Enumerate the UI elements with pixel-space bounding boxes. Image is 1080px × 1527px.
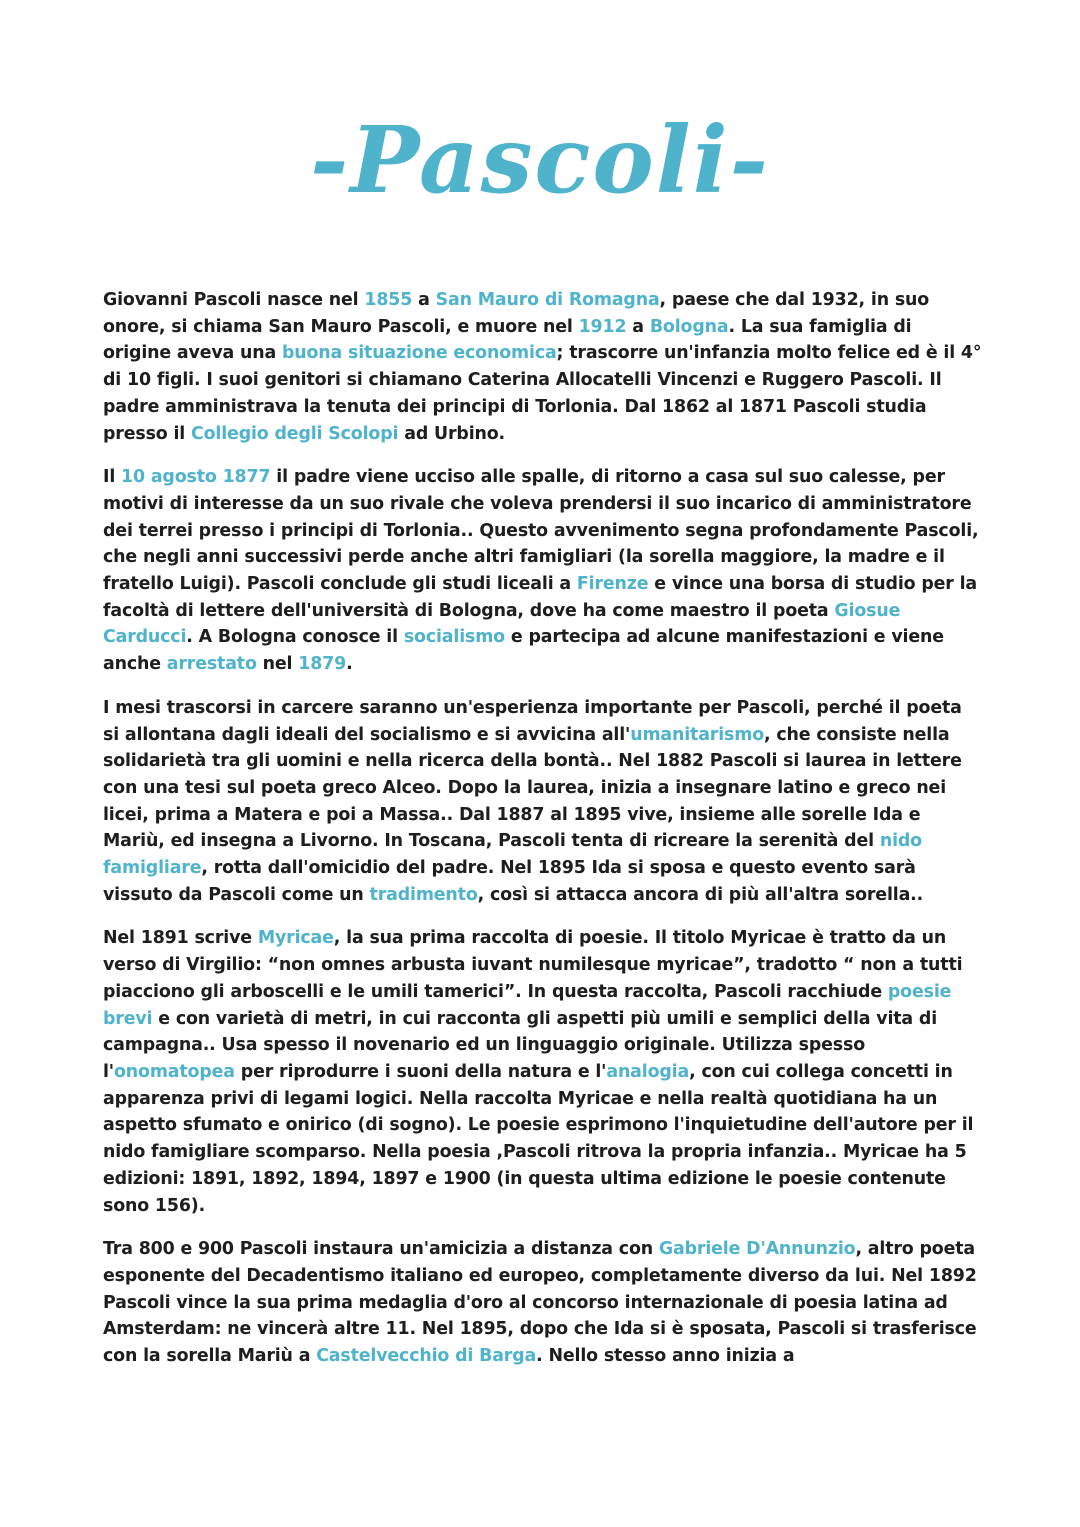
paragraph-text: a: [412, 290, 436, 310]
paragraph-text: il padre viene ucciso alle spalle, di ritorno a casa sul suo calesse, per motivi di interesse da un suo rivale che voleva prendersi il suo incarico di amministratore dei terrei presso i principi di Torlonia.. Questo avvenimento segna profondamente Pascoli, che negli anni successivi perde anche altri famigliari (la sorella maggiore, la madre e il fratello Luigi). Pascoli conclude gli studi liceali a: [103, 467, 979, 595]
paragraph-text: , così si attacca ancora di più all'altra sorella..: [477, 884, 924, 905]
highlighted-term: Bologna: [649, 316, 729, 337]
highlighted-term: tradimento: [369, 884, 478, 905]
highlighted-term: 1855: [364, 290, 413, 310]
highlighted-term: Gabriele D'Annunzio: [658, 1239, 856, 1260]
paragraph-text: , paese che dal 1932, in suo onore, si chiama San Mauro Pascoli, e muore nel: [103, 290, 930, 337]
paragraph-text: ad Urbino.: [398, 423, 506, 444]
paragraph-text: nel: [256, 654, 299, 675]
paragraph-text: e vince una borsa di studio per la facoltà di lettere dell'università di Bologna, dove ha come maestro il poeta: [103, 574, 978, 621]
paragraph-myricae: [103, 925, 983, 1219]
page-title: -Pascoli-: [310, 106, 770, 214]
highlighted-term: analogia: [606, 1061, 690, 1082]
highlighted-term: nido famigliare: [103, 831, 922, 879]
highlighted-term: arrestato: [166, 654, 257, 675]
paragraph-text: , la sua prima raccolta di poesie. Il titolo Myricae è tratto da un verso di Virgilio: “non omnes arbusta iuvant numilesque myricae”, tradotto “ non a tutti piacciono gli arboscelli e le umili tamerici”. In questa raccolta, Pascoli racchiude: [103, 928, 963, 1002]
paragraph-text: , con cui collega concetti in apparenza privi di legami logici. Nella raccolta Myricae e nella realtà quotidiana ha un aspetto sfumato e onirico (di sogno). Le poesie esprimono l'inquietudine dell'autore per il nido famigliare scomparso. Nella poesia ,Pascoli ritrova la propria infanzia.. Myricae ha 5 edizioni: 1891, 1892, 1894, 1897 e 1900 (in questa ultima edizione le poesie contenute sono 156).: [103, 1061, 974, 1216]
paragraph-text: .: [346, 654, 353, 675]
paragraph-text: , che consiste nella solidarietà tra gli uomini e nella ricerca della bontà.. Nel 1882 Pascoli si laurea in lettere con una tesi sul poeta greco Alceo. Dopo la laurea, inizia a insegnare latino e greco nei licei, prima a Matera e poi a Massa.. Dal 1887 al 1895 vive, insieme alle sorelle Ida e Mariù, ed insegna a Livorno. In Toscana, Pascoli tenta di ricreare la serenità del: [103, 724, 962, 852]
highlighted-term: Firenze: [576, 574, 649, 595]
paragraph-dannunzio: [103, 1236, 983, 1370]
paragraph-text: e partecipa ad alcune manifestazioni e viene anche: [103, 627, 944, 675]
paragraph-text: I mesi trascorsi in carcere saranno un'esperienza importante per Pascoli, perché il poeta si allontana dagli ideali del socialismo e si avvicina all': [103, 697, 962, 745]
paragraph-text: per riprodurre i suoni della natura e l': [234, 1061, 607, 1082]
highlighted-term: buona situazione economica: [281, 343, 557, 364]
paragraph-text: a: [626, 316, 650, 337]
highlighted-term: socialismo: [403, 627, 505, 648]
highlighted-term: onomatopea: [114, 1061, 235, 1082]
paragraph-text: ; trascorre un'infanzia molto felice ed è il 4° di 10 figli. I suoi genitori si chiamano Caterina Allocatelli Vincenzi e Ruggero Pascoli. Il padre amministrava la tenuta dei principi di Torlonia. Dal 1862 al 1871 Pascoli studia presso il: [103, 343, 982, 444]
highlighted-term: Collegio degli Scolopi: [191, 423, 399, 444]
highlighted-term: San Mauro di Romagna: [435, 290, 660, 310]
paragraph-text: , altro poeta esponente del Decadentismo italiano ed europeo, completamente diverso da lui. Nel 1892 Pascoli vince la sua prima medaglia d'oro al concorso internazionale di poesia latina ad Amsterdam: ne vincerà altre 11. Nel 1895, dopo che Ida si è sposata, Pascoli si trasferisce con la sorella Mariù a: [103, 1239, 977, 1367]
paragraph-biography: [103, 287, 983, 447]
highlighted-term: Giosue Carducci: [103, 600, 901, 648]
paragraph-prison: [103, 695, 983, 909]
highlighted-term: umanitarismo: [630, 724, 765, 745]
highlighted-term: 1912: [578, 316, 627, 337]
paragraph-text: . Nello stesso anno inizia a: [536, 1346, 795, 1367]
paragraph-text: e con varietà di metri, in cui racconta gli aspetti più umili e semplici della vita di campagna.. Usa spesso il novenario ed un linguaggio originale. Utilizza spesso l': [103, 1008, 938, 1082]
paragraph-text: . A Bologna conosce il: [186, 627, 404, 648]
highlighted-term: 1879: [298, 654, 347, 675]
highlighted-term: poesie brevi: [103, 981, 952, 1029]
paragraph-text: Giovanni Pascoli nasce nel: [103, 290, 365, 310]
paragraph-father-death: [103, 464, 983, 678]
paragraph-text: , rotta dall'omicidio del padre. Nel 1895 Ida si sposa e questo evento sarà vissuto da Pascoli come un: [103, 858, 916, 905]
highlighted-term: Castelvecchio di Barga: [316, 1346, 537, 1367]
document-body: [103, 287, 983, 1387]
paragraph-text: Tra 800 e 900 Pascoli instaura un'amicizia a distanza con: [103, 1239, 659, 1260]
paragraph-text: Nel 1891 scrive: [103, 928, 258, 949]
highlighted-term: 10 agosto 1877: [121, 467, 271, 488]
paragraph-text: . La sua famiglia di origine aveva una: [103, 316, 912, 364]
paragraph-text: Il: [103, 467, 122, 488]
highlighted-term: Myricae: [257, 928, 334, 949]
